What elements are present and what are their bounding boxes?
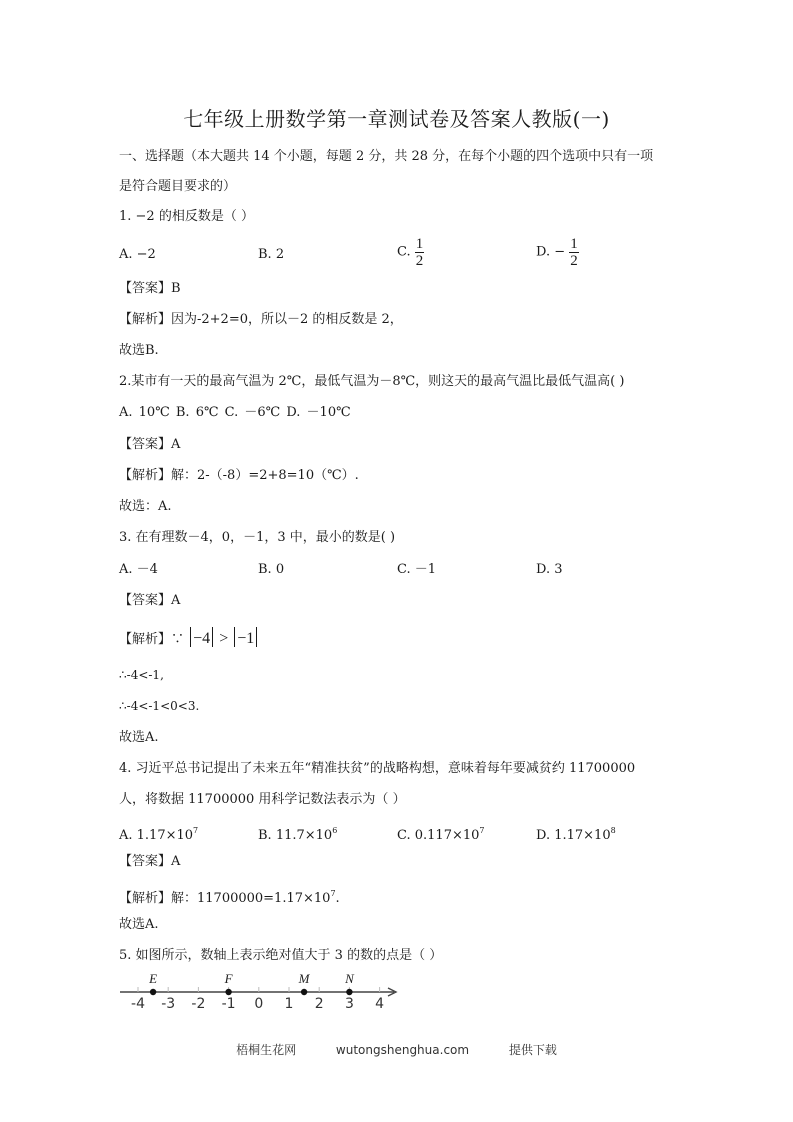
greater-than-sign: > — [219, 630, 229, 647]
question-1-answer: 【答案】B — [119, 281, 181, 296]
question-4-analysis — [119, 885, 340, 908]
tick-label: -1 — [221, 996, 236, 1012]
fraction-one-half — [569, 236, 579, 269]
page-title: 七年级上册数学第一章测试卷及答案人教版(一) — [183, 107, 610, 131]
analysis-base: 【解析】解：11700000=1.17×10 — [119, 891, 331, 906]
tick-label: 4 — [375, 996, 385, 1012]
denominator: 2 — [570, 253, 578, 269]
section-heading: 一、选择题（本大题共 14 个小题，每题 2 分，共 28 分，在每个小题的四个选项中只有一项 — [119, 149, 654, 164]
question-3-answer: 【答案】A — [119, 593, 181, 608]
question-4-option-b — [258, 822, 337, 845]
question-3-option-a: A. －4 — [119, 562, 158, 577]
option-base: A. 1.17×10 — [119, 828, 194, 843]
question-3-analysis — [119, 627, 259, 649]
question-1-stem: 1. −2 的相反数是（ ） — [119, 209, 254, 224]
point-e — [150, 989, 156, 995]
question-3-option-d: D. 3 — [536, 562, 563, 577]
abs-value-2: −1 — [237, 630, 255, 647]
option-exponent: 6 — [332, 826, 338, 835]
question-3-step-2: ∴-4<-1<0<3. — [119, 699, 200, 713]
option-exponent: 7 — [479, 826, 485, 835]
point-label-n: N — [345, 971, 354, 986]
option-exponent: 7 — [193, 826, 199, 835]
numerator: 1 — [415, 236, 424, 252]
page-footer — [0, 1041, 793, 1058]
tick-label: 3 — [344, 996, 354, 1012]
tick-label: -2 — [191, 996, 206, 1012]
option-exponent: 8 — [610, 826, 616, 835]
question-1-conclusion: 故选B. — [119, 343, 159, 358]
footer-site-name: 梧桐生花网 — [236, 1043, 297, 1057]
question-1-option-b: B. 2 — [258, 247, 285, 262]
footer-url[interactable]: wutongshenghua.com — [335, 1043, 470, 1057]
question-3-option-c: C. －1 — [397, 562, 437, 577]
section-heading-cont: 是符合题目要求的） — [119, 179, 237, 194]
tick-label: -4 — [131, 996, 145, 1012]
question-4-stem-cont: 人，将数据 11700000 用科学记数法表示为（ ） — [119, 792, 406, 807]
tick-label: 1 — [284, 996, 294, 1012]
point-f — [225, 989, 231, 995]
question-3-step-1: ∴-4<-1, — [119, 668, 164, 682]
analysis-end: . — [335, 891, 340, 906]
question-3-option-b: B. 0 — [258, 562, 285, 577]
fraction-one-half — [415, 236, 425, 269]
question-1-option-c — [397, 236, 424, 269]
point-label-e: E — [149, 971, 158, 986]
numerator: 1 — [570, 236, 578, 252]
question-1-analysis: 【解析】因为-2+2=0，所以－2 的相反数是 2， — [119, 312, 403, 327]
tick-label: -3 — [161, 996, 176, 1012]
absolute-value-expression — [188, 630, 259, 647]
question-2-conclusion: 故选：A. — [119, 499, 172, 514]
question-4-option-d — [536, 822, 616, 845]
question-4-option-a — [119, 822, 198, 845]
point-m — [301, 989, 307, 995]
point-n — [346, 989, 352, 995]
option-base: B. 11.7×10 — [258, 828, 333, 843]
footer-note: 提供下载 — [508, 1043, 557, 1057]
question-4-conclusion: 故选A. — [119, 917, 159, 932]
question-4-option-c — [397, 822, 485, 845]
number-line-ticks — [131, 987, 384, 1012]
option-d-label: D. − — [536, 244, 566, 260]
question-4-answer: 【答案】A — [119, 854, 181, 869]
option-base: D. 1.17×10 — [536, 828, 611, 843]
option-base: C. 0.117×10 — [397, 828, 480, 843]
question-4-stem: 4. 习近平总书记提出了未来五年“精准扶贫”的战略构想，意味着每年要减贫约 11700000 — [119, 761, 636, 776]
analysis-prefix: 【解析】∵ — [119, 632, 185, 647]
question-2-stem: 2.某市有一天的最高气温为 2℃，最低气温为－8℃，则这天的最高气温比最低气温高( ) — [119, 374, 625, 389]
number-line-figure — [118, 966, 403, 1012]
question-2-answer: 【答案】A — [119, 437, 181, 452]
question-1-option-d — [536, 236, 579, 269]
question-3-conclusion: 故选A. — [119, 730, 159, 745]
tick-label: 2 — [314, 996, 324, 1012]
abs-value-1: −4 — [193, 630, 211, 647]
question-1-option-a: A. −2 — [119, 247, 156, 262]
question-2-options: A. 10℃ B. 6℃ C. －6℃ D. －10℃ — [119, 405, 351, 420]
option-c-label: C. — [397, 244, 411, 260]
analysis-exponent: 7 — [330, 889, 336, 898]
denominator: 2 — [415, 253, 424, 269]
question-5-stem: 5. 如图所示，数轴上表示绝对值大于 3 的数的点是（ ） — [119, 948, 443, 963]
point-label-m: M — [298, 971, 310, 986]
question-2-analysis: 【解析】解：2-（-8）=2+8=10（℃）. — [119, 468, 359, 483]
tick-label: 0 — [254, 996, 264, 1012]
question-3-stem: 3. 在有理数－4，0，－1，3 中，最小的数是( ) — [119, 530, 396, 545]
point-label-f: F — [224, 971, 233, 986]
